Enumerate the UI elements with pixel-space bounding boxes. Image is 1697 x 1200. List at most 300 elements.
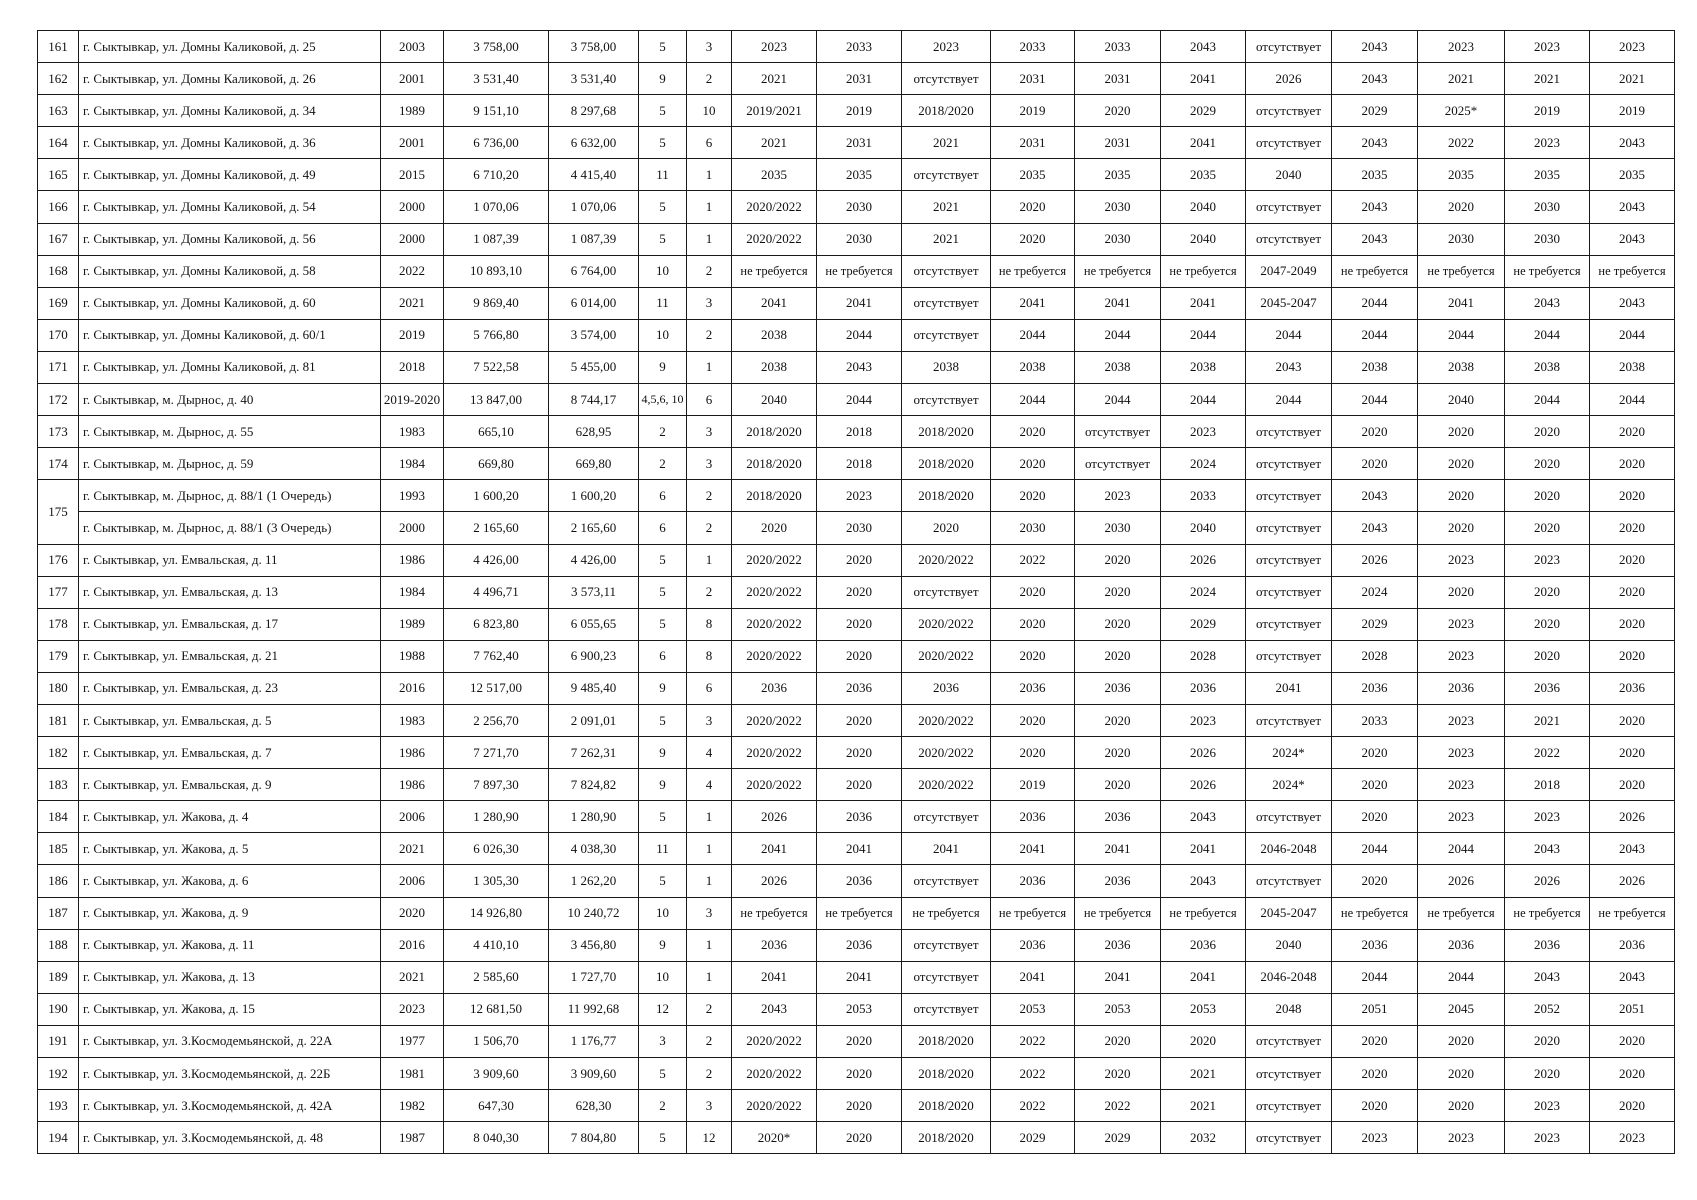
table-cell: 2031: [1075, 63, 1161, 95]
table-cell: отсутствует: [1075, 448, 1161, 480]
table-cell: 2020: [991, 191, 1075, 223]
table-cell: 2018: [817, 448, 902, 480]
address-cell: г. Сыктывкар, м. Дырнос, д. 40: [79, 384, 381, 416]
table-row: [38, 704, 1675, 736]
table-cell: 2043: [1332, 223, 1418, 255]
table-cell: 2043: [1332, 63, 1418, 95]
table-cell: 12: [687, 1122, 732, 1154]
row-number-cell: 181: [38, 704, 79, 736]
address-cell: г. Сыктывкар, ул. Емвальская, д. 5: [79, 704, 381, 736]
row-number-cell: 194: [38, 1122, 79, 1154]
table-cell: 2022: [1075, 1090, 1161, 1122]
table-cell: 1 087,39: [444, 223, 549, 255]
table-cell: 2053: [1075, 993, 1161, 1025]
table-cell: 8 744,17: [549, 384, 639, 416]
table-cell: не требуется: [902, 897, 991, 929]
row-number-cell: 165: [38, 159, 79, 191]
table-cell: 2019-2020: [381, 384, 444, 416]
table-cell: отсутствует: [902, 576, 991, 608]
table-cell: отсутствует: [1246, 1058, 1332, 1090]
table-cell: 2020: [1075, 544, 1161, 576]
table-cell: 2035: [732, 159, 817, 191]
table-cell: 2043: [1590, 287, 1675, 319]
table-cell: 6: [639, 480, 687, 512]
table-cell: 2: [687, 1025, 732, 1057]
table-cell: 2043: [1332, 127, 1418, 159]
table-cell: 2023: [902, 31, 991, 63]
table-cell: 2033: [1332, 704, 1418, 736]
table-cell: 3 758,00: [549, 31, 639, 63]
table-row: [38, 351, 1675, 383]
table-cell: 2020: [1505, 480, 1590, 512]
table-cell: 2043: [1161, 801, 1246, 833]
table-cell: 2020: [991, 704, 1075, 736]
address-cell: г. Сыктывкар, ул. Емвальская, д. 21: [79, 640, 381, 672]
table-cell: 2021: [381, 833, 444, 865]
table-cell: 2023: [817, 480, 902, 512]
table-cell: 2041: [1161, 127, 1246, 159]
address-cell: г. Сыктывкар, ул. Емвальская, д. 23: [79, 672, 381, 704]
table-cell: отсутствует: [902, 961, 991, 993]
table-cell: 11: [639, 159, 687, 191]
table-cell: 4 415,40: [549, 159, 639, 191]
table-cell: 2038: [991, 351, 1075, 383]
table-cell: 2028: [1161, 640, 1246, 672]
table-cell: 2023: [1161, 704, 1246, 736]
table-cell: 1984: [381, 448, 444, 480]
table-cell: 2051: [1590, 993, 1675, 1025]
table-cell: отсутствует: [1246, 704, 1332, 736]
table-cell: отсутствует: [1246, 576, 1332, 608]
table-cell: 7 804,80: [549, 1122, 639, 1154]
table-cell: отсутствует: [902, 287, 991, 319]
table-cell: 2035: [1161, 159, 1246, 191]
table-row: [38, 801, 1675, 833]
table-cell: 2044: [1246, 384, 1332, 416]
table-cell: 2041: [1075, 961, 1161, 993]
table-cell: 2020: [1590, 512, 1675, 544]
table-cell: 6 055,65: [549, 608, 639, 640]
table-cell: 2025*: [1418, 95, 1505, 127]
table-cell: 2036: [817, 865, 902, 897]
table-cell: 2019: [817, 95, 902, 127]
table-cell: 4,5,6, 10: [639, 384, 687, 416]
table-cell: 2018: [817, 416, 902, 448]
table-cell: 13 847,00: [444, 384, 549, 416]
table-cell: 2043: [1505, 833, 1590, 865]
table-cell: 2026: [1590, 801, 1675, 833]
table-cell: 6 764,00: [549, 255, 639, 287]
table-cell: отсутствует: [902, 159, 991, 191]
table-cell: 1993: [381, 480, 444, 512]
table-cell: 2026: [732, 865, 817, 897]
table-cell: не требуется: [1418, 255, 1505, 287]
table-cell: 1986: [381, 544, 444, 576]
table-cell: 647,30: [444, 1090, 549, 1122]
table-cell: не требуется: [817, 897, 902, 929]
table-cell: 2000: [381, 512, 444, 544]
row-number-cell: 179: [38, 640, 79, 672]
table-cell: 2020/2022: [732, 640, 817, 672]
table-cell: 2036: [1075, 865, 1161, 897]
table-cell: 2020: [1505, 1025, 1590, 1057]
table-cell: 11 992,68: [549, 993, 639, 1025]
table-row: [38, 63, 1675, 95]
table-cell: 1987: [381, 1122, 444, 1154]
table-row: [38, 640, 1675, 672]
address-cell: г. Сыктывкар, ул. З.Космодемьянской, д. 42А: [79, 1090, 381, 1122]
table-cell: 4: [687, 769, 732, 801]
table-cell: 8 040,30: [444, 1122, 549, 1154]
address-cell: г. Сыктывкар, м. Дырнос, д. 55: [79, 416, 381, 448]
table-cell: 2020: [381, 897, 444, 929]
table-cell: 2044: [1246, 319, 1332, 351]
table-row: [38, 1058, 1675, 1090]
table-cell: 6: [639, 640, 687, 672]
table-cell: 2018/2020: [732, 480, 817, 512]
table-cell: 7 897,30: [444, 769, 549, 801]
table-cell: 2043: [817, 351, 902, 383]
table-cell: 5: [639, 1122, 687, 1154]
table-cell: не требуется: [1505, 897, 1590, 929]
table-cell: 2 091,01: [549, 704, 639, 736]
table-cell: не требуется: [1418, 897, 1505, 929]
row-number-cell: 163: [38, 95, 79, 127]
table-cell: отсутствует: [1246, 223, 1332, 255]
table-cell: 2020: [1590, 769, 1675, 801]
table-cell: 2038: [1505, 351, 1590, 383]
table-cell: 2041: [817, 833, 902, 865]
table-cell: 1: [687, 961, 732, 993]
table-row: [38, 448, 1675, 480]
table-cell: 6: [687, 384, 732, 416]
table-cell: 2036: [1161, 672, 1246, 704]
address-cell: г. Сыктывкар, ул. Емвальская, д. 13: [79, 576, 381, 608]
table-cell: отсутствует: [1246, 448, 1332, 480]
table-cell: 2036: [1590, 672, 1675, 704]
table-cell: 1981: [381, 1058, 444, 1090]
table-cell: 2024*: [1246, 737, 1332, 769]
table-cell: 2053: [991, 993, 1075, 1025]
table-cell: 2020: [817, 704, 902, 736]
table-cell: 2020/2022: [732, 223, 817, 255]
table-cell: 2046-2048: [1246, 833, 1332, 865]
table-cell: 2: [639, 416, 687, 448]
table-cell: 2018/2020: [732, 448, 817, 480]
table-cell: 2020/2022: [732, 737, 817, 769]
table-cell: 628,95: [549, 416, 639, 448]
address-cell: г. Сыктывкар, ул. Домны Каликовой, д. 34: [79, 95, 381, 127]
table-cell: 2030: [817, 223, 902, 255]
table-cell: 2033: [817, 31, 902, 63]
table-cell: отсутствует: [902, 63, 991, 95]
table-cell: 2045: [1418, 993, 1505, 1025]
table-cell: не требуется: [1332, 255, 1418, 287]
table-cell: не требуется: [1332, 897, 1418, 929]
address-cell: г. Сыктывкар, ул. Домны Каликовой, д. 81: [79, 351, 381, 383]
table-cell: отсутствует: [1246, 191, 1332, 223]
table-cell: 2: [687, 63, 732, 95]
row-number-cell: 185: [38, 833, 79, 865]
table-cell: 2020: [732, 512, 817, 544]
table-cell: отсутствует: [902, 993, 991, 1025]
table-cell: 2020: [1332, 865, 1418, 897]
table-cell: 2020: [817, 1122, 902, 1154]
table-cell: 2053: [817, 993, 902, 1025]
address-cell: г. Сыктывкар, ул. З.Космодемьянской, д. 48: [79, 1122, 381, 1154]
table-row: [38, 833, 1675, 865]
table-cell: 2036: [1332, 929, 1418, 961]
address-cell: г. Сыктывкар, ул. Емвальская, д. 11: [79, 544, 381, 576]
table-cell: отсутствует: [1246, 127, 1332, 159]
table-cell: 2041: [902, 833, 991, 865]
table-cell: 2036: [732, 929, 817, 961]
row-number-cell: 161: [38, 31, 79, 63]
table-cell: 2022: [991, 544, 1075, 576]
table-row: [38, 127, 1675, 159]
table-cell: 2033: [1075, 31, 1161, 63]
table-cell: 6 710,20: [444, 159, 549, 191]
table-cell: 2044: [1075, 319, 1161, 351]
table-cell: 2044: [817, 384, 902, 416]
table-cell: 2038: [1418, 351, 1505, 383]
table-cell: 9 869,40: [444, 287, 549, 319]
table-cell: 2029: [1075, 1122, 1161, 1154]
row-number-cell: 178: [38, 608, 79, 640]
table-cell: 2051: [1332, 993, 1418, 1025]
table-cell: 1: [687, 865, 732, 897]
table-row: [38, 319, 1675, 351]
table-cell: 2021: [732, 127, 817, 159]
table-row: [38, 865, 1675, 897]
table-row: [38, 769, 1675, 801]
table-cell: отсутствует: [902, 319, 991, 351]
table-cell: 1: [687, 191, 732, 223]
table-cell: не требуется: [732, 897, 817, 929]
table-cell: 2020: [1418, 480, 1505, 512]
table-cell: 2040: [1161, 512, 1246, 544]
table-cell: 5: [639, 704, 687, 736]
table-cell: 2020: [1590, 1058, 1675, 1090]
table-cell: 2041: [1075, 287, 1161, 319]
table-cell: 1983: [381, 704, 444, 736]
table-cell: 2020: [1418, 1058, 1505, 1090]
table-cell: 2021: [1161, 1058, 1246, 1090]
table-cell: 2041: [991, 833, 1075, 865]
table-cell: не требуется: [991, 255, 1075, 287]
table-cell: 2023: [1418, 737, 1505, 769]
table-cell: отсутствует: [1075, 416, 1161, 448]
table-cell: 2020: [1590, 704, 1675, 736]
table-cell: 1 305,30: [444, 865, 549, 897]
table-cell: 2045-2047: [1246, 287, 1332, 319]
table-cell: 2043: [1161, 31, 1246, 63]
table-cell: 2044: [817, 319, 902, 351]
address-cell: г. Сыктывкар, ул. Жакова, д. 9: [79, 897, 381, 929]
table-cell: 4 426,00: [444, 544, 549, 576]
address-cell: г. Сыктывкар, ул. Жакова, д. 5: [79, 833, 381, 865]
table-cell: 9: [639, 351, 687, 383]
table-cell: 2040: [1161, 191, 1246, 223]
table-cell: не требуется: [1075, 897, 1161, 929]
table-cell: 2020: [991, 223, 1075, 255]
table-cell: 2015: [381, 159, 444, 191]
table-cell: 2041: [817, 961, 902, 993]
table-cell: 1: [687, 223, 732, 255]
table-cell: 2038: [1075, 351, 1161, 383]
table-cell: 2018/2020: [732, 416, 817, 448]
table-cell: 2022: [991, 1025, 1075, 1057]
table-cell: 2035: [817, 159, 902, 191]
table-cell: 1986: [381, 769, 444, 801]
row-number-cell: 162: [38, 63, 79, 95]
table-row: [38, 416, 1675, 448]
table-cell: 12 517,00: [444, 672, 549, 704]
table-cell: 5: [639, 801, 687, 833]
table-cell: 2043: [1590, 127, 1675, 159]
table-row: [38, 608, 1675, 640]
table-cell: 2036: [991, 801, 1075, 833]
table-cell: 4 410,10: [444, 929, 549, 961]
table-cell: 2030: [991, 512, 1075, 544]
table-cell: 2026: [732, 801, 817, 833]
table-cell: 2020: [1590, 576, 1675, 608]
table-cell: 2026: [1161, 544, 1246, 576]
table-cell: 2021: [381, 961, 444, 993]
table-cell: 2020: [1590, 544, 1675, 576]
table-cell: 2048: [1246, 993, 1332, 1025]
table-cell: 2020: [991, 480, 1075, 512]
table-cell: 2024*: [1246, 769, 1332, 801]
table-cell: 2018/2020: [902, 95, 991, 127]
table-cell: 2029: [1332, 608, 1418, 640]
table-cell: 7 824,82: [549, 769, 639, 801]
table-cell: 2044: [1332, 384, 1418, 416]
table-cell: не требуется: [1161, 255, 1246, 287]
address-cell: г. Сыктывкар, ул. Емвальская, д. 17: [79, 608, 381, 640]
table-cell: 2020: [817, 737, 902, 769]
table-cell: 2020: [1075, 704, 1161, 736]
table-cell: 2018: [1505, 769, 1590, 801]
table-cell: 10: [639, 897, 687, 929]
table-cell: 2040: [1246, 159, 1332, 191]
table-cell: 2041: [1418, 287, 1505, 319]
table-cell: 2036: [1161, 929, 1246, 961]
table-cell: 2036: [902, 672, 991, 704]
table-cell: 2020: [991, 737, 1075, 769]
table-cell: 2018/2020: [902, 1090, 991, 1122]
table-cell: 2021: [732, 63, 817, 95]
table-cell: 2020: [1590, 448, 1675, 480]
table-cell: 2036: [1332, 672, 1418, 704]
table-cell: 6: [687, 672, 732, 704]
table-cell: 1: [687, 801, 732, 833]
table-cell: 2020/2022: [902, 769, 991, 801]
table-row: [38, 1090, 1675, 1122]
table-cell: 1 506,70: [444, 1025, 549, 1057]
table-cell: 2021: [902, 223, 991, 255]
table-cell: 2020: [1418, 416, 1505, 448]
table-cell: 2043: [1332, 191, 1418, 223]
table-cell: 2: [687, 576, 732, 608]
table-cell: 2018/2020: [902, 480, 991, 512]
table-cell: 2020: [817, 544, 902, 576]
table-cell: 2021: [381, 287, 444, 319]
table-cell: 1 280,90: [549, 801, 639, 833]
table-cell: 2020: [817, 1058, 902, 1090]
table-cell: 2033: [1161, 480, 1246, 512]
row-number-cell: 187: [38, 897, 79, 929]
table-cell: 2020: [1075, 769, 1161, 801]
table-cell: 2: [687, 255, 732, 287]
table-cell: 2 585,60: [444, 961, 549, 993]
table-cell: 2044: [1161, 384, 1246, 416]
table-cell: 2052: [1505, 993, 1590, 1025]
table-cell: 2022: [1505, 737, 1590, 769]
table-cell: 2020: [1075, 576, 1161, 608]
table-cell: 2041: [1075, 833, 1161, 865]
row-number-cell: 169: [38, 287, 79, 319]
table-cell: 2023: [1505, 1122, 1590, 1154]
table-cell: 2041: [991, 961, 1075, 993]
table-cell: 2016: [381, 929, 444, 961]
table-cell: 2024: [1161, 448, 1246, 480]
table-row: [38, 512, 1675, 544]
table-row: [38, 159, 1675, 191]
table-cell: 1 280,90: [444, 801, 549, 833]
table-cell: 2020/2022: [732, 576, 817, 608]
table-cell: 2020: [1505, 448, 1590, 480]
table-cell: отсутствует: [1246, 1025, 1332, 1057]
table-cell: 2035: [991, 159, 1075, 191]
table-cell: 2020: [1332, 769, 1418, 801]
table-cell: 2041: [991, 287, 1075, 319]
table-cell: 1 070,06: [444, 191, 549, 223]
table-cell: 1: [687, 833, 732, 865]
table-cell: 2035: [1505, 159, 1590, 191]
table-cell: 2020: [817, 576, 902, 608]
table-cell: 2030: [1505, 223, 1590, 255]
table-cell: 11: [639, 287, 687, 319]
row-number-cell: 193: [38, 1090, 79, 1122]
table-cell: 2020: [1590, 640, 1675, 672]
table-cell: 1 600,20: [549, 480, 639, 512]
table-cell: 2020: [1505, 512, 1590, 544]
table-cell: 2023: [1075, 480, 1161, 512]
table-cell: 2: [687, 319, 732, 351]
table-cell: 2 165,60: [444, 512, 549, 544]
row-number-cell: 170: [38, 319, 79, 351]
table-cell: 1989: [381, 608, 444, 640]
row-number-cell: 186: [38, 865, 79, 897]
row-number-cell: 167: [38, 223, 79, 255]
table-cell: 2044: [1590, 384, 1675, 416]
table-cell: 2036: [817, 801, 902, 833]
table-cell: 2036: [1505, 929, 1590, 961]
address-cell: г. Сыктывкар, ул. Емвальская, д. 9: [79, 769, 381, 801]
table-cell: 2020/2022: [732, 544, 817, 576]
table-cell: 8 297,68: [549, 95, 639, 127]
table-cell: 5: [639, 95, 687, 127]
table-cell: 2041: [817, 287, 902, 319]
row-number-cell: 183: [38, 769, 79, 801]
table-row: [38, 31, 1675, 63]
table-cell: 2020: [1332, 448, 1418, 480]
table-cell: 2035: [1075, 159, 1161, 191]
table-cell: 2023: [1590, 31, 1675, 63]
table-cell: отсутствует: [1246, 544, 1332, 576]
table-cell: 2020: [1505, 576, 1590, 608]
